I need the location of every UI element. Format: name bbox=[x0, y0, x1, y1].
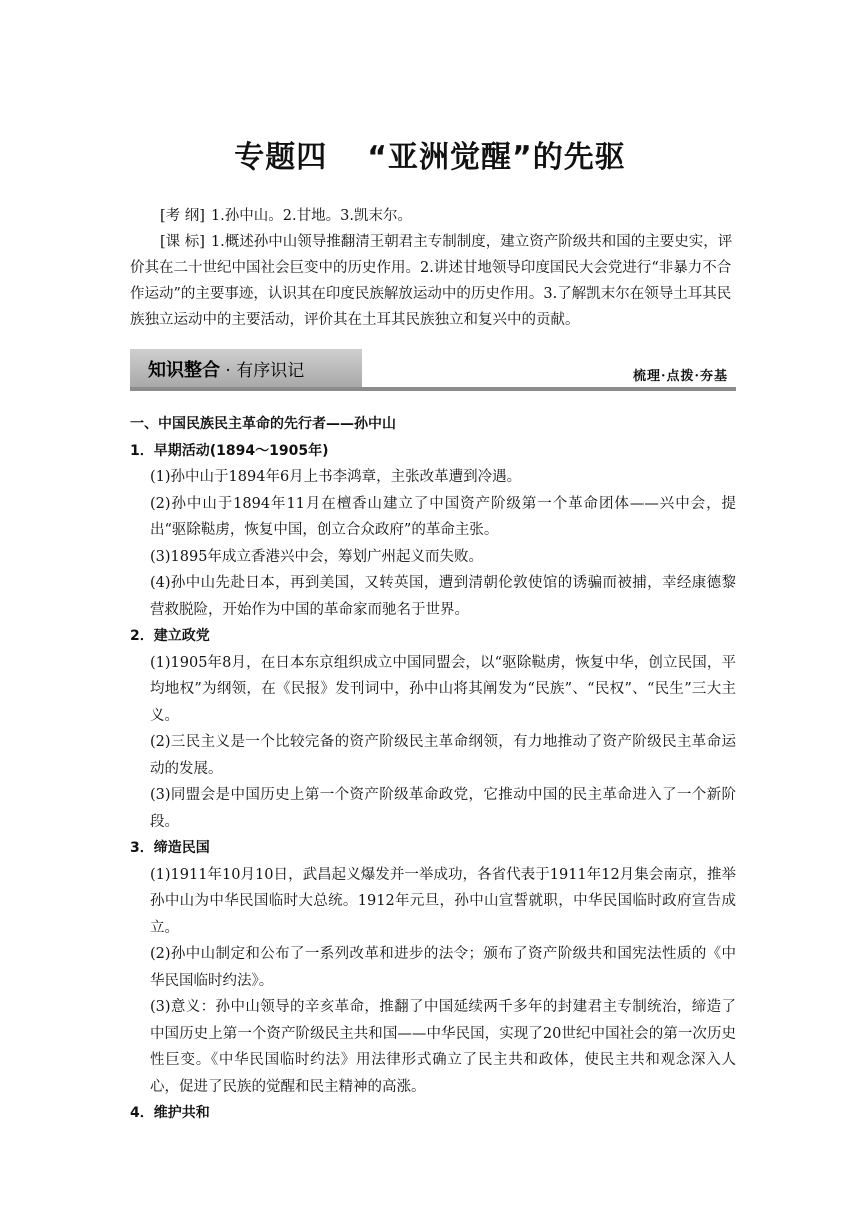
title-part-topic: 专题四 bbox=[234, 140, 328, 175]
subheading-early-activities: 1．早期活动(1894～1905年) bbox=[130, 442, 329, 459]
subheading-found-republic: 3．缔造民国 bbox=[130, 840, 210, 856]
list-item: (2)孙中山于1894年11月在檀香山建立了中国资产阶级第一个革命团体——兴中会，提出“驱除鞑虏，恢复中国，创立合众政府”的革命主张。 bbox=[150, 495, 736, 538]
syllabus-intro bbox=[130, 203, 736, 333]
list-item: (1)1911年10月10日，武昌起义爆发并一举成功，各省代表于1911年12月集会南京，推举孙中山为中华民国临时大总统。1912年元旦，孙中山宣誓就职，中华民国临时政府宣告成立。 bbox=[150, 866, 736, 936]
list-item: (1)1905年8月，在日本东京组织成立中国同盟会，以“驱除鞑虏，恢复中华，创立民国，平均地权”为纲领，在《民报》发刊词中，孙中山将其阐发为“民族”、“民权”、“民生”三大主义。 bbox=[150, 654, 736, 724]
kebiao-text: 1.概述孙中山领导推翻清王朝君主专制制度，建立资产阶级共和国的主要史实，评价其在二十世纪中国社会巨变中的历史作用。2.讲述甘地领导印度国民大会党进行“非暴力不合作运动”的主要事迹，认识其在印度民族解放运动中的历史作用。3.了解凯末尔在领导土耳其民族独立运动中的主要活动，评价其在土耳其民族独立和复兴中的贡献。 bbox=[130, 234, 733, 328]
kebiao-tag: [课 标] bbox=[160, 234, 205, 250]
list-item: (4)孙中山先赴日本，再到美国，又转英国，遭到清朝伦敦使馆的诱骗而被捕，幸经康德黎营救脱险，开始作为中国的革命家而驰名于世界。 bbox=[150, 575, 736, 618]
section-header-bar bbox=[130, 349, 736, 391]
kaogang-line bbox=[130, 203, 736, 229]
section-right-label: 梳理·点拨·夯基 bbox=[632, 369, 728, 384]
section-label-rest: 有序识记 bbox=[236, 361, 305, 381]
heading-1: 一、中国民族民主革命的先行者——孙中山 bbox=[130, 416, 396, 432]
page-title bbox=[0, 132, 860, 176]
list-item: (1)孙中山于1894年6月上书李鸿章，主张改革遭到冷遇。 bbox=[150, 469, 522, 485]
section-tab bbox=[130, 349, 362, 387]
list-item: (3)同盟会是中国历史上第一个资产阶级革命政党，它推动中国的民主革命进入了一个新阶段。 bbox=[150, 787, 736, 830]
section-label-strong: 知识整合 bbox=[148, 360, 220, 381]
subheading-defend-republic: 4．维护共和 bbox=[130, 1105, 210, 1121]
kaogang-text: 1.孙中山。2.甘地。3.凯末尔。 bbox=[210, 208, 412, 224]
kebiao-paragraph bbox=[130, 229, 736, 333]
section-label-dot: · bbox=[220, 361, 237, 381]
list-item: (3)1895年成立香港兴中会，筹划广州起义而失败。 bbox=[150, 548, 483, 565]
subheading-found-party: 2．建立政党 bbox=[130, 628, 210, 644]
list-item: (2)三民主义是一个比较完备的资产阶级民主革命纲领，有力地推动了资产阶级民主革命运动的发展。 bbox=[150, 734, 736, 777]
title-part-subject: “亚洲觉醒”的先驱 bbox=[367, 140, 626, 175]
kaogang-tag: [考 纲] bbox=[160, 208, 205, 224]
section-rule bbox=[130, 387, 736, 391]
section-tab-label bbox=[148, 356, 304, 382]
main-content bbox=[130, 411, 736, 1127]
list-item: (3)意义：孙中山领导的辛亥革命，推翻了中国延续两千多年的封建君主专制统治，缔造了中国历史上第一个资产阶级民主共和国——中华民国，实现了20世纪中国社会的第一次历史性巨变。《中华民国临时约法》用法律形式确立了民主共和政体，使民主共和观念深入人心，促进了民族的觉醒和民主精神的高涨。 bbox=[150, 999, 736, 1095]
list-item: (2)孙中山制定和公布了一系列改革和进步的法令；颁布了资产阶级共和国宪法性质的《中华民国临时约法》。 bbox=[150, 946, 736, 989]
